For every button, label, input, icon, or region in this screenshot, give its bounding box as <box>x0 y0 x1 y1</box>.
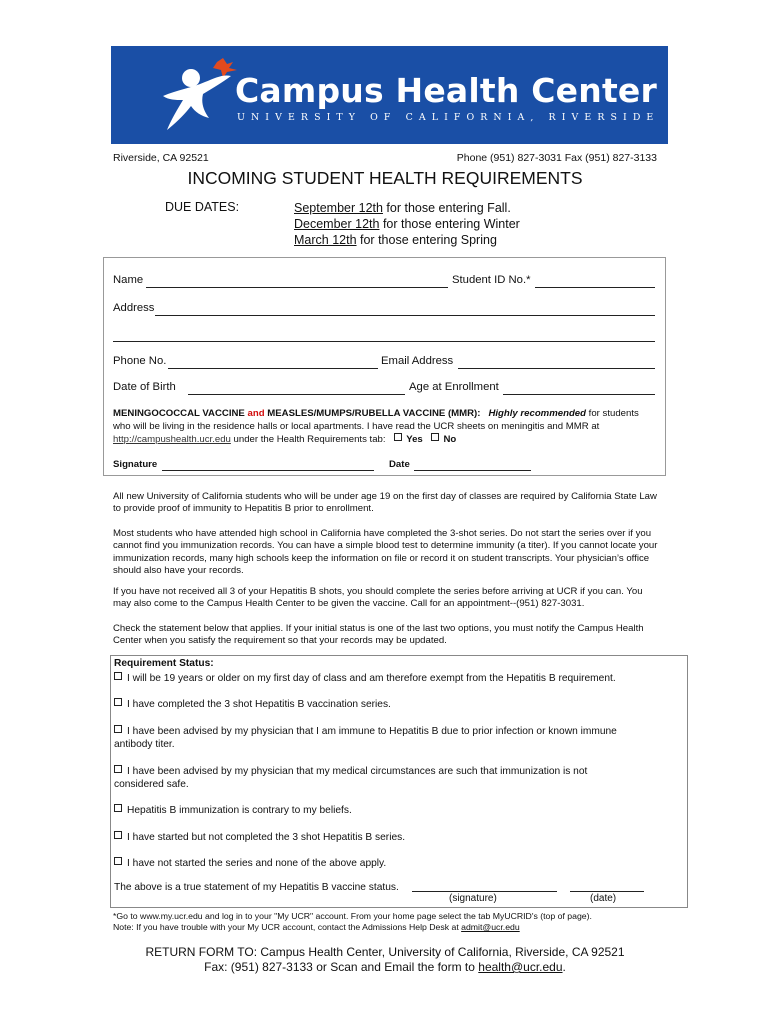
due-date-item: December 12th for those entering Winter <box>294 217 520 231</box>
logo-title: Campus Health Center <box>235 71 657 110</box>
running-figure-logo-icon <box>157 56 241 140</box>
due-dates-list <box>294 200 520 248</box>
page-title: INCOMING STUDENT HEALTH REQUIREMENTS <box>187 168 583 188</box>
age-label: Age at Enrollment <box>409 381 499 393</box>
no-label: No <box>443 434 457 445</box>
checkbox[interactable] <box>114 698 122 706</box>
hepatitis-law-paragraph: All new University of California students who will be under age 19 on the first day of classes are required by California State Law to provide proof of immunity to Hepatitis B prior to enrollment. <box>113 491 657 515</box>
date-field[interactable] <box>414 470 531 471</box>
signature-caption: (signature) <box>449 893 497 904</box>
checkbox[interactable] <box>114 672 122 680</box>
requirement-status-title: Requirement Status: <box>114 658 214 669</box>
address-field[interactable] <box>155 315 655 316</box>
checkbox[interactable] <box>114 765 122 773</box>
email-label: Email Address <box>381 355 454 367</box>
hep-date-field[interactable] <box>570 891 644 892</box>
incomplete-shots-paragraph: If you have not received all 3 of your Hepatitis B shots, you should complete the series before arriving at UCR if you can. You may also come to the Campus Health Center to be given the vaccine. Call for an appointment--(951) 827-3031. <box>113 586 643 610</box>
logo-subtitle: UNIVERSITY OF CALIFORNIA, RIVERSIDE <box>237 112 660 123</box>
checkbox[interactable] <box>114 725 122 733</box>
footnote-line-1: *Go to www.my.ucr.edu and log in to your "My UCR" account. From your home page select the tab MyUCRID's (top of page). <box>113 911 592 921</box>
requirement-option[interactable]: I will be 19 years or older on my first day of class and am therefore exempt from the Hepatitis B requirement. <box>114 672 674 685</box>
footnote-line-2: Note: If you have trouble with your My UCR account, contact the Admissions Help Desk at admit@ucr.edu <box>113 922 520 932</box>
requirement-option[interactable]: Hepatitis B immunization is contrary to my beliefs. <box>114 804 674 817</box>
health-email-link[interactable]: health@ucr.edu <box>478 960 563 974</box>
high-school-paragraph: Most students who have attended high school in California have completed the 3-shot series. Do not start the series over if you cannot find you immunization records. You can have a simple blood test to determine immunity (a titer). If you cannot locate your immunization records, many high schools keep the information on file or record it on student transcripts. Your physician’s office should also have your records. <box>113 528 658 577</box>
date-label: Date <box>389 459 410 470</box>
signature-field[interactable] <box>162 470 374 471</box>
address-field-line-2[interactable] <box>113 341 655 342</box>
admit-email-link[interactable]: admit@ucr.edu <box>461 922 520 932</box>
due-date-item: March 12th for those entering Spring <box>294 233 497 247</box>
name-label: Name <box>113 274 144 286</box>
phone-label: Phone No. <box>113 355 167 367</box>
location-text: Riverside, CA 92521 <box>113 152 209 164</box>
dob-label: Date of Birth <box>113 381 176 393</box>
email-field[interactable] <box>458 368 655 369</box>
instructions-paragraph: Check the statement below that applies. If your initial status is one of the last two options, you must notify the Campus Health Center when you satisfy the requirement so that your records may be updated. <box>113 623 644 647</box>
requirement-option[interactable]: I have completed the 3 shot Hepatitis B vaccination series. <box>114 698 674 711</box>
yes-label: Yes <box>406 434 423 445</box>
phone-field[interactable] <box>168 368 378 369</box>
date-caption: (date) <box>590 893 617 904</box>
vaccine-statement: MENINGOCOCCAL VACCINE and MEASLES/MUMPS/RUBELLA VACCINE (MMR): Highly recommended for students who will be living in the residence halls or local apartments. I have read the UCR sheets on meningitis and MMR at http://campushealth.ucr.edu under the Health Requirements tab: Yes No <box>113 408 639 445</box>
return-fax-email: Fax: (951) 827-3133 or Scan and Email the form to health@ucr.edu. <box>204 960 566 974</box>
checkbox[interactable] <box>114 857 122 865</box>
return-address: RETURN FORM TO: Campus Health Center, University of California, Riverside, CA 92521 <box>145 945 625 959</box>
due-dates-label: DUE DATES: <box>165 200 240 214</box>
checkbox[interactable] <box>114 831 122 839</box>
no-checkbox[interactable] <box>431 433 439 441</box>
checkbox[interactable] <box>114 804 122 812</box>
name-field[interactable] <box>146 287 448 288</box>
dob-field[interactable] <box>188 394 405 395</box>
student-id-label: Student ID No.* <box>452 274 531 286</box>
due-date-item: September 12th for those entering Fall. <box>294 201 511 215</box>
age-field[interactable] <box>503 394 655 395</box>
requirement-option[interactable]: I have been advised by my physician that I am immune to Hepatitis B due to prior infection or known immune antibody titer. <box>114 726 617 750</box>
requirement-option[interactable]: I have not started the series and none of the above apply. <box>114 857 674 870</box>
header-banner <box>111 46 668 144</box>
student-id-field[interactable] <box>535 287 655 288</box>
yes-checkbox[interactable] <box>394 433 402 441</box>
address-label: Address <box>113 302 155 314</box>
requirement-option[interactable]: I have started but not completed the 3 shot Hepatitis B series. <box>114 831 674 844</box>
contact-text: Phone (951) 827-3031 Fax (951) 827-3133 <box>456 152 657 164</box>
campushealth-link[interactable]: http://campushealth.ucr.edu <box>113 434 231 445</box>
signature-label: Signature <box>113 459 158 470</box>
true-statement-text: The above is a true statement of my Hepatitis B vaccine status. <box>114 882 399 893</box>
requirement-option[interactable]: I have been advised by my physician that my medical circumstances are such that immunization is not considered safe. <box>114 766 588 790</box>
hep-signature-field[interactable] <box>412 891 557 892</box>
footnote <box>113 911 673 933</box>
